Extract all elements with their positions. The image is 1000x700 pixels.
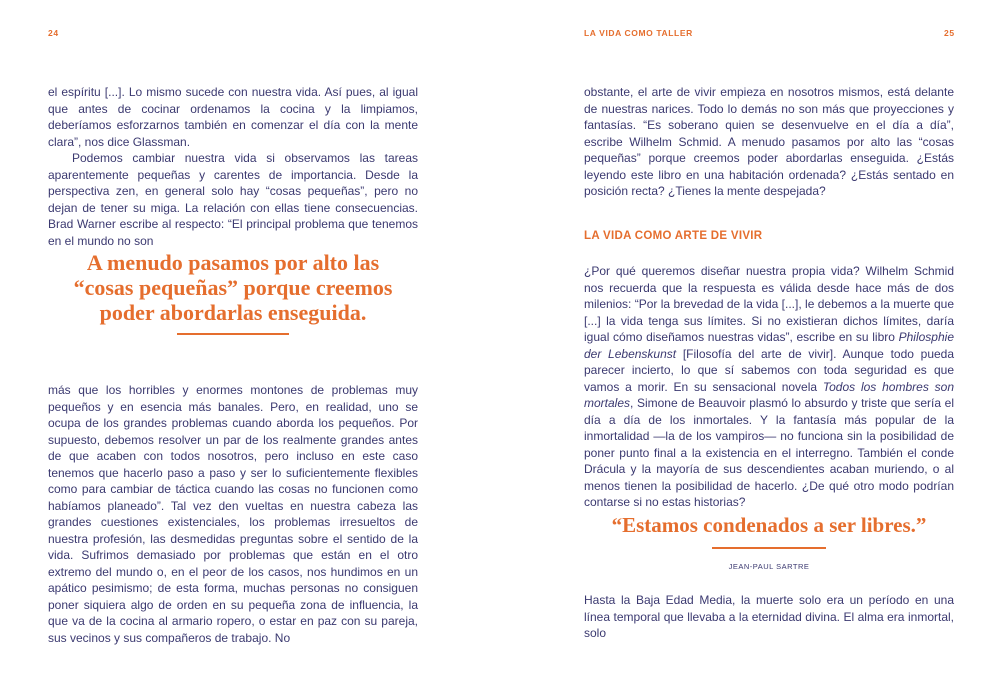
right-page-number: 25 xyxy=(944,28,955,38)
book-title-1: Philosphie der Lebenskunst xyxy=(584,330,954,361)
left-page-number: 24 xyxy=(48,28,59,38)
left-paragraph-1: el espíritu [...]. Lo mismo sucede con nuestra vida. Así pues, al igual que antes de cocinar ordenamos la cocina y la limpiamos, deberíamos esforzarnos también en comenzar el día con la mente clara”, nos dice Glassman. xyxy=(48,85,418,149)
pull-quote-line-3: poder abordarlas enseguida. xyxy=(99,300,367,325)
book-title-2: Todos los hombres son mortales xyxy=(584,379,954,410)
pull-quote-line-1: A menudo pasamos por alto las xyxy=(86,250,380,275)
right-paragraph-1: obstante, el arte de vivir empieza en nosotros mismos, está delante de nuestras narices. Todo lo demás no son más que proyecciones y fantasías. “Es soberano quien se desenvuelve en el día a día”, escribe Wilhelm Schmid. A menudo pasamos por alto las “cosas pequeñas” porque creemos poder abordarlas enseguida. ¿Estás leyendo este libro en una habitación ordenada? ¿Estás sentado en posición recta? ¿Tienes la mente despejada? xyxy=(584,85,954,198)
pull-quote xyxy=(48,250,418,325)
left-paragraph-2: Podemos cambiar nuestra vida si observamos las tareas aparentemente pequeñas y carentes de importancia. Desde la perspectiva zen, en general solo hay “cosas pequeñas”, pero no dejan de tener su miga. La relación con ellas tiene consecuencias. Brad Warner escribe al respecto: “El principal problema que tenemos en el mundo no son xyxy=(48,151,418,248)
quote-attribution: JEAN-PAUL SARTRE xyxy=(728,562,810,571)
right-paragraph-3: Hasta la Baja Edad Media, la muerte solo era un período en una línea temporal que llevaba a la eternidad divina. El alma era inmortal, solo xyxy=(584,593,954,640)
left-paragraph-3: más que los horribles y enormes montones de problemas muy pequeños y en esencia más banales. Pero, en realidad, uno se ocupa de los grandes problemas cuando aborda los pequeños. Por supuesto, debemos resolver un par de los realmente grandes antes de que acaben con todos nosotros, pero incluso en este caso tenemos que hacerlo paso a paso y ser lo suficientemente flexibles como para cambiar de táctica cuando las cosas no funcionen como habíamos planeado”. Tal vez den vueltas en nuestra cabeza las grandes cuestiones existenciales, los problemas irresueltos de nuestra profesión, las desmedidas preguntas sobre el sentido de la vida. Sufrimos demasiado por problemas que están en el otro extremo del mundo o, en el peor de los casos, nos hundimos en un apático pesimismo; de esta forma, muchas personas no consiguen poner siquiera algo de orden en su pequeña zona de influencia, la que va de la cocina al armario ropero, o estar en paz con su pareja, sus vecinos y sus compañeros de trabajo. No xyxy=(48,383,418,645)
section-heading: LA VIDA COMO ARTE DE VIVIR xyxy=(584,230,763,242)
paragraph-2-part-c: , Simone de Beauvoir plasmó lo absurdo y triste que sería el día a día de los inmortales. Y la fantasía más popular de la inmortalidad —la de los vampiros— no funciona sin la posibilidad de poner punto final a la existencia en el interregno. También el conde Drácula y la mayoría de sus descendientes acaban muriendo, o al menos tienen la posibilidad de hacerlo. ¿De qué otro modo podrían contarse si no estas historias? xyxy=(584,396,954,509)
running-head: LA VIDA COMO TALLER xyxy=(584,28,693,38)
right-page xyxy=(500,0,1000,700)
paragraph-2-part-a: ¿Por qué queremos diseñar nuestra propia vida? Wilhelm Schmid nos recuerda que la respuesta es válida desde hace más de dos milenios: “Por la brevedad de la vida [...], le debemos a la muerte que [...] la vida tenga sus límites. Si no existieran dichos límites, daría igual cómo diseñamos nuestras vidas”, escribe en su libro xyxy=(584,264,954,344)
paragraph-2-part-b: [Filosofía del arte de vivir]. Aunque todo pueda parecer incierto, lo que sí sabemos con toda seguridad es que vamos a morir. En su sensacional novela xyxy=(584,346,955,394)
sartre-quote: “Estamos condenados a ser libres.” xyxy=(611,513,927,537)
right-paragraph-2 xyxy=(584,263,954,511)
quote-divider xyxy=(712,547,826,549)
pull-quote-divider xyxy=(177,333,289,335)
pull-quote-line-2: “cosas pequeñas” porque creemos xyxy=(73,275,393,300)
